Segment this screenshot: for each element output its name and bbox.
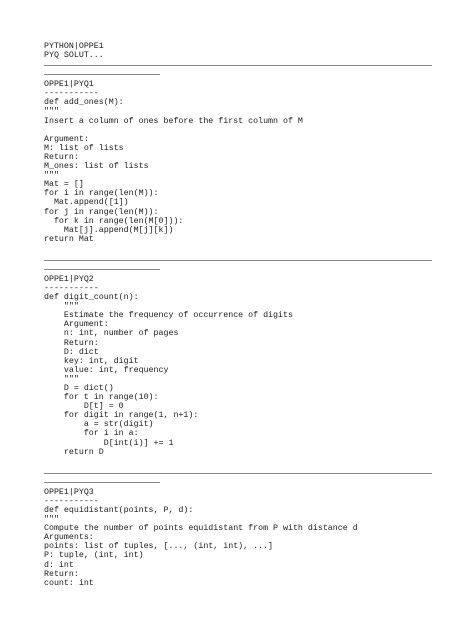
code-line (44, 126, 432, 135)
code-line: Insert a column of ones before the first column of M (44, 116, 303, 126)
code-line: D = dict() (44, 384, 114, 393)
code-line: """ (44, 515, 59, 525)
code-line: Estimate the frequency of occurrence of digits (44, 311, 293, 321)
code-line: """ (44, 107, 59, 117)
section-divider (44, 473, 432, 474)
code-section-3 (44, 473, 432, 588)
code-line: Mat.append([1]) (44, 198, 129, 208)
code-line: D[int(i)] += 1 (44, 438, 174, 448)
code-line: for k in range(len(M[0])): (44, 216, 184, 226)
code-line: count: int (44, 578, 94, 588)
document-subtitle: PYQ SOLUT... (44, 51, 104, 61)
code-line: Mat[j].append(M[j][k]) (44, 225, 174, 235)
document-title: PYTHON|OPPE1 (44, 42, 104, 51)
code-line: Argument: (44, 134, 89, 144)
heading-dashes: ----------- (44, 283, 99, 293)
heading-underline (44, 482, 160, 483)
heading-dashes: ----------- (44, 89, 99, 99)
code-line: value: int, frequency (44, 365, 169, 375)
code-line: """ (44, 302, 79, 312)
code-section-2 (44, 260, 432, 468)
code-line: Compute the number of points equidistant from P with distance d (44, 524, 358, 534)
document-page (44, 42, 432, 588)
heading-dashes: ----------- (44, 496, 99, 506)
code-line: Return: (44, 338, 99, 348)
code-line: Mat = [] (44, 180, 84, 190)
heading-underline (44, 74, 160, 75)
code-line: D: dict (44, 347, 99, 357)
code-line: M_ones: list of lists (44, 162, 149, 172)
code-line: a = str(digit) (44, 420, 154, 430)
code-line: for j in range(len(M)): (44, 207, 159, 217)
code-line: n: int, number of pages (44, 329, 179, 339)
heading-underline (44, 269, 160, 270)
code-line: D[t] = 0 (44, 402, 124, 412)
code-line: P: tuple, (int, int) (44, 551, 144, 561)
code-line: def digit_count(n): (44, 293, 139, 303)
section-heading: OPPE1|PYQ2 (44, 274, 94, 284)
section-divider (44, 260, 432, 261)
code-section-1 (44, 65, 432, 255)
code-line: d: int (44, 560, 74, 570)
code-line: def equidistant(points, P, d): (44, 505, 194, 515)
section-heading: OPPE1|PYQ1 (44, 80, 94, 90)
code-line: points: list of tuples, [..., (int, int), ...] (44, 542, 274, 552)
code-line: for digit in range(1, n+1): (44, 411, 199, 421)
section-divider (44, 65, 432, 66)
code-line: return Mat (44, 234, 94, 244)
code-line: return D (44, 447, 104, 457)
code-line: def add_ones(M): (44, 98, 124, 108)
code-line: """ (44, 374, 79, 384)
code-line: Argument: (44, 320, 109, 330)
code-line: for i in range(len(M)): (44, 189, 159, 199)
code-line: Return: (44, 152, 79, 162)
section-heading: OPPE1|PYQ3 (44, 487, 94, 497)
sections-container (44, 65, 432, 588)
code-line: M: list of lists (44, 143, 124, 153)
code-line: Arguments: (44, 533, 94, 543)
code-line: key: int, digit (44, 356, 139, 366)
code-line: Return: (44, 569, 79, 579)
code-line: """ (44, 171, 59, 181)
code-line: for i in a: (44, 429, 139, 439)
code-line: for t in range(10): (44, 393, 159, 403)
